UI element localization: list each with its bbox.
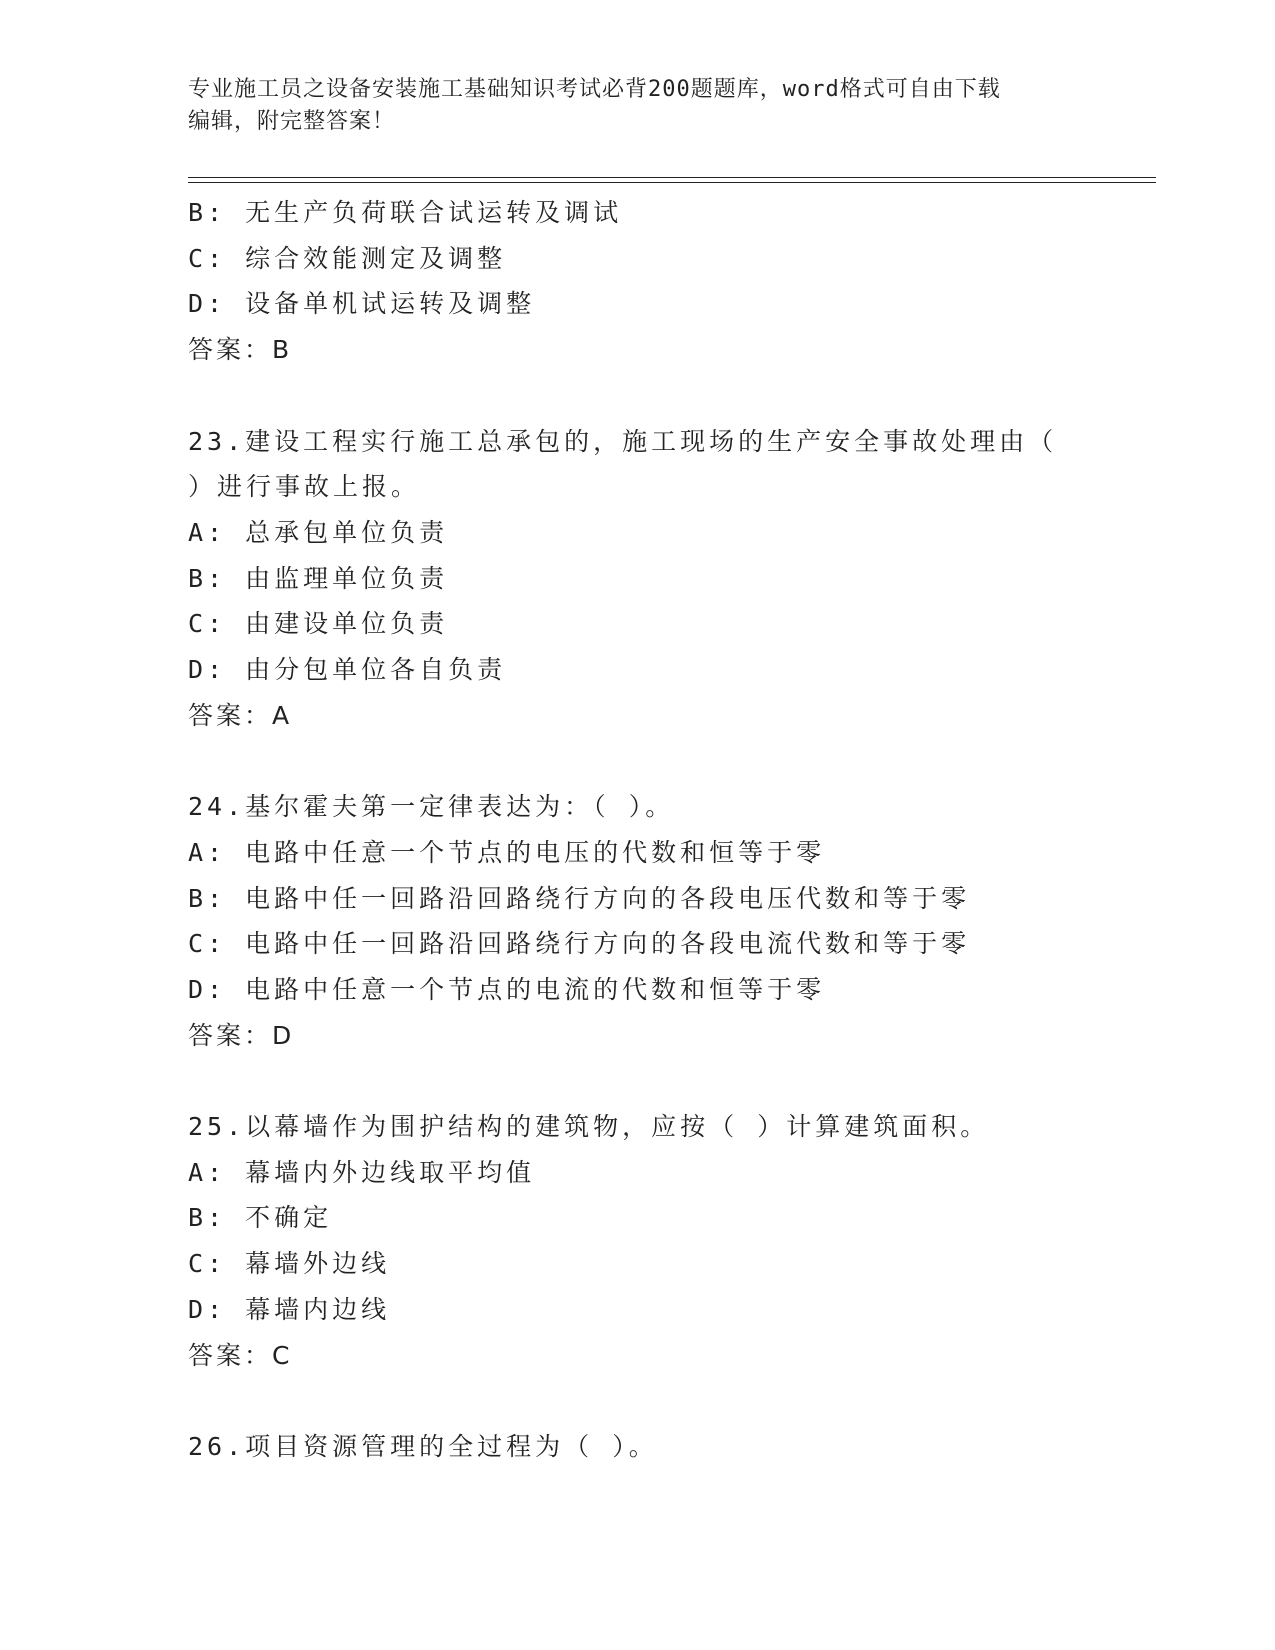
- header-divider-top: [188, 177, 1156, 178]
- question-25: [188, 1104, 1138, 1378]
- option-b: B: 由监理单位负责: [188, 563, 449, 593]
- option-c: C: 电路中任一回路沿回路绕行方向的各段电流代数和等于零: [188, 929, 971, 959]
- spacer: [188, 738, 1138, 784]
- question-26: [188, 1424, 1138, 1470]
- spacer: [188, 1058, 1138, 1104]
- answer-label: 答案：: [188, 700, 273, 730]
- option-c: C: 由建设单位负责: [188, 609, 449, 639]
- answer-value: A: [272, 700, 292, 730]
- option-b: B: 无生产负荷联合试运转及调试: [188, 198, 623, 227]
- answer-value: D: [272, 1020, 294, 1050]
- option-d: D: 电路中任意一个节点的电流的代数和恒等于零: [188, 974, 826, 1004]
- option-c: C: 幕墙外边线: [188, 1249, 391, 1279]
- question-text: 26.项目资源管理的全过程为（ ）。: [188, 1431, 658, 1461]
- option-c: C: 综合效能测定及调整: [188, 243, 507, 273]
- question-22-continuation: [188, 190, 1138, 373]
- answer-label: 答案：: [188, 335, 273, 365]
- answer-line: [188, 1333, 1138, 1379]
- option-b: B: 电路中任一回路沿回路绕行方向的各段电压代数和等于零: [188, 883, 971, 913]
- answer-value: B: [272, 335, 292, 365]
- question-23: [188, 419, 1138, 739]
- question-text-continued: ）进行事故上报。: [188, 472, 421, 502]
- question-list: [188, 190, 1138, 1470]
- answer-label: 答案：: [188, 1340, 273, 1370]
- answer-label: 答案：: [188, 1020, 273, 1050]
- header-title-line-2: 编辑，附完整答案！: [188, 109, 396, 134]
- header-title-line-1: 专业施工员之设备安装施工基础知识考试必背200题题库，word格式可自由下载: [188, 77, 1001, 102]
- answer-line: [188, 327, 1138, 373]
- option-d: D: 由分包单位各自负责: [188, 655, 507, 685]
- option-d: D: 幕墙内边线: [188, 1294, 391, 1324]
- option-a: A: 电路中任意一个节点的电压的代数和恒等于零: [188, 837, 826, 867]
- option-a: A: 幕墙内外边线取平均值: [188, 1157, 536, 1187]
- question-text: 23.建设工程实行施工总承包的，施工现场的生产安全事故处理由（: [188, 426, 1058, 456]
- question-24: [188, 784, 1138, 1058]
- answer-value: C: [272, 1340, 292, 1370]
- spacer: [188, 373, 1138, 419]
- document-header: [188, 74, 1078, 138]
- question-text: 25.以幕墙作为围护结构的建筑物，应按（ ）计算建筑面积。: [188, 1112, 990, 1142]
- question-text: 24.基尔霍夫第一定律表达为：（ ）。: [188, 792, 675, 822]
- answer-line: [188, 1013, 1138, 1059]
- option-b: B: 不确定: [188, 1203, 333, 1233]
- spacer: [188, 1378, 1138, 1424]
- answer-line: [188, 693, 1138, 739]
- header-divider-bottom: [188, 182, 1156, 183]
- option-a: A: 总承包单位负责: [188, 517, 449, 547]
- option-d: D: 设备单机试运转及调整: [188, 289, 536, 319]
